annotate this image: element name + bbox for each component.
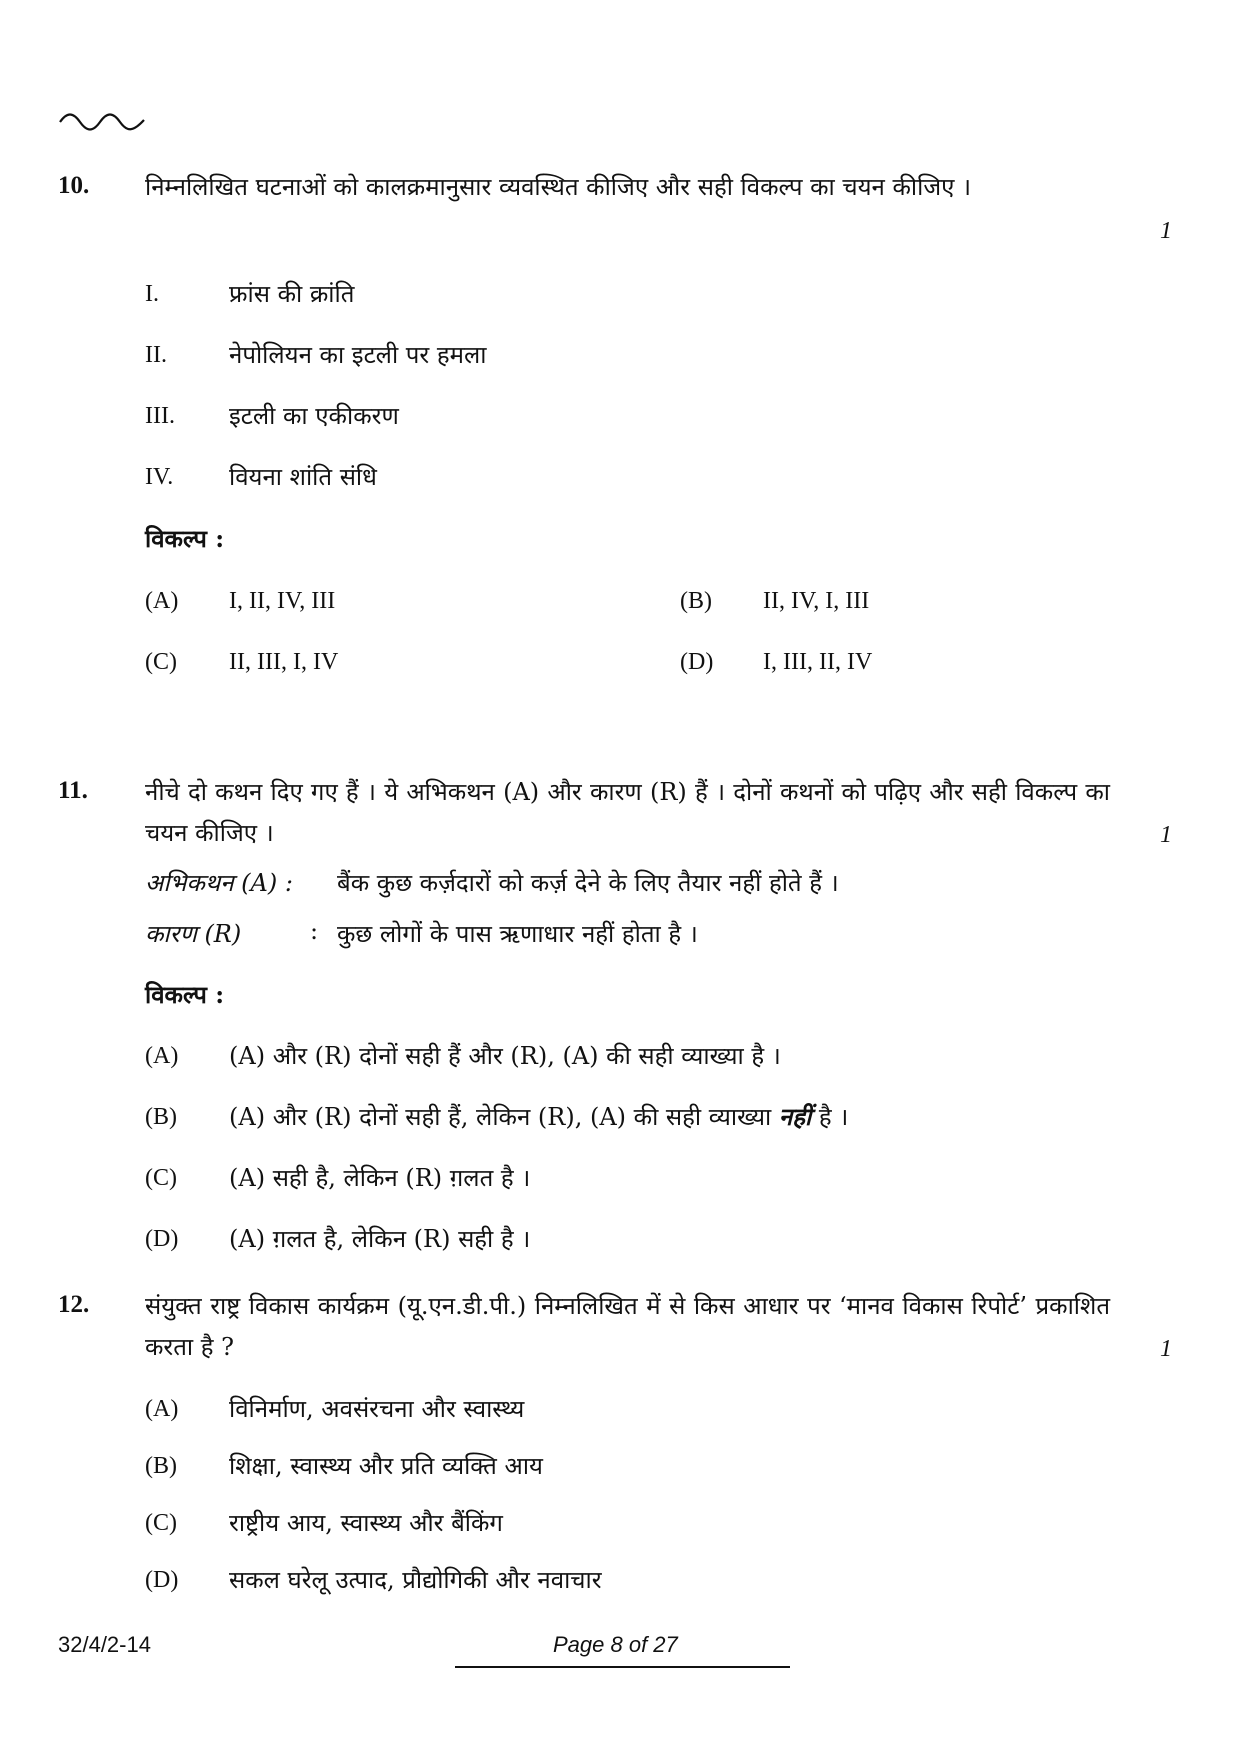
q10-options-heading: विकल्प : [145, 524, 225, 553]
page-number: Page 8 of 27 [553, 1632, 678, 1657]
q10-item-label: II. [145, 342, 167, 368]
q11-option-label: (A) [145, 1043, 179, 1069]
q12-option-text: विनिर्माण, अवसंरचना और स्वास्थ्य [229, 1395, 525, 1423]
q11-option-text: (A) और (R) दोनों सही हैं और (R), (A) की सही व्याख्या है । [229, 1042, 781, 1070]
question-11-text: नीचे दो कथन दिए गए हैं । ये अभिकथन (A) और कारण (R) हैं । दोनों कथनों को पढ़िए और सही विकल्प का चयन कीजिए । [145, 778, 1110, 847]
question-11-number: 11. [58, 777, 88, 804]
q10-item-text: नेपोलियन का इटली पर हमला [229, 341, 487, 369]
reason-label: कारण (R) [145, 920, 242, 948]
q10-item-label: I. [145, 281, 159, 307]
q11-option-label: (D) [145, 1226, 179, 1252]
q10-item-label: IV. [145, 464, 174, 490]
q10-option-label: (A) [145, 588, 179, 614]
q12-option-label: (B) [145, 1453, 177, 1479]
q10-option-label: (D) [680, 649, 714, 675]
q12-option-label: (D) [145, 1567, 179, 1593]
question-11-marks: 1 [1160, 822, 1172, 848]
q11-option-b-end: है । [818, 1103, 849, 1131]
q10-option-text: I, II, IV, III [229, 588, 336, 614]
q10-item-label: III. [145, 403, 175, 429]
q11-option-text [229, 1100, 848, 1133]
footer-rule [455, 1666, 790, 1668]
question-12-text: संयुक्त राष्ट्र विकास कार्यक्रम (यू.एन.डी.पी.) निम्नलिखित में से किस आधार पर ‘मानव विकास रिपोर्ट’ प्रकाशित करता है ? [145, 1292, 1110, 1361]
q10-option-label: (C) [145, 649, 177, 675]
question-10-text: निम्नलिखित घटनाओं को कालक्रमानुसार व्यवस्थित कीजिए और सही विकल्प का चयन कीजिए । [145, 173, 972, 201]
q11-option-b-emphasis: नहीं [778, 1102, 812, 1131]
reason-colon: : [310, 917, 319, 945]
q10-option-text: II, III, I, IV [229, 649, 339, 675]
q12-option-label: (A) [145, 1396, 179, 1422]
q12-option-text: शिक्षा, स्वास्थ्य और प्रति व्यक्ति आय [229, 1452, 543, 1480]
q10-option-text: I, III, II, IV [763, 649, 873, 675]
q10-item-text: फ्रांस की क्रांति [229, 280, 355, 308]
q10-item-text: वियना शांति संधि [229, 463, 377, 491]
question-12-marks: 1 [1160, 1336, 1172, 1362]
q11-option-label: (C) [145, 1165, 177, 1191]
question-10-marks: 1 [1160, 218, 1172, 244]
q11-options-heading: विकल्प : [145, 980, 225, 1009]
q11-option-text: (A) ग़लत है, लेकिन (R) सही है । [229, 1225, 531, 1253]
reason-text: कुछ लोगों के पास ऋणाधार नहीं होता है । [337, 920, 698, 948]
assertion-text: बैंक कुछ कर्ज़दारों को कर्ज़ देने के लिए तैयार नहीं होते हैं । [337, 869, 839, 897]
q11-option-label: (B) [145, 1104, 177, 1130]
assertion-label: अभिकथन (A) : [145, 869, 293, 897]
q10-option-label: (B) [680, 588, 712, 614]
q11-option-b-main: (A) और (R) दोनों सही हैं, लेकिन (R), (A) की सही व्याख्या [229, 1103, 772, 1131]
q10-option-text: II, IV, I, III [763, 588, 870, 614]
q12-option-text: राष्ट्रीय आय, स्वास्थ्य और बैंकिंग [229, 1509, 503, 1537]
wave-mark-icon [58, 108, 148, 132]
paper-code: 32/4/2-14 [58, 1632, 151, 1657]
question-10-number: 10. [58, 172, 90, 199]
q11-option-text: (A) सही है, लेकिन (R) ग़लत है । [229, 1164, 531, 1192]
q12-option-text: सकल घरेलू उत्पाद, प्रौद्योगिकी और नवाचार [229, 1566, 602, 1594]
question-12-number: 12. [58, 1291, 90, 1318]
q12-option-label: (C) [145, 1510, 177, 1536]
q10-item-text: इटली का एकीकरण [229, 402, 399, 430]
